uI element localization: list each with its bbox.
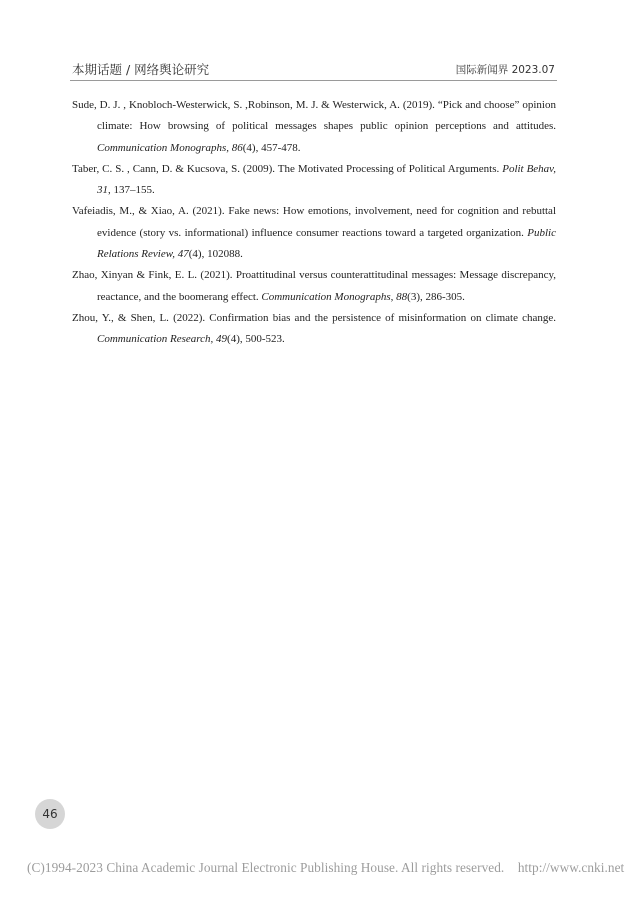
copyright-notice: (C)1994-2023 China Academic Journal Electronic Publishing House. All rights reserved. bbox=[27, 860, 505, 875]
reference-entry: Zhou, Y., & Shen, L. (2022). Confirmation bias and the persistence of misinformation on climate change. Communication Research, 49(4), 500-523. bbox=[72, 311, 556, 346]
reference-journal: Public Relations Review, 47 bbox=[97, 226, 556, 261]
running-header-journal: 国际新闻界 2023.07 bbox=[455, 64, 555, 76]
reference-list bbox=[72, 95, 556, 351]
page-number: 46 bbox=[35, 799, 65, 829]
footer-url: http://www.cnki.net bbox=[517, 860, 625, 875]
reference-entry: Taber, C. S. , Cann, D. & Kucsova, S. (2009). The Motivated Processing of Political Arguments. Polit Behav, 31, 137–155. bbox=[72, 162, 556, 197]
running-header-title: 本期话题 / 网络舆论研究 bbox=[72, 62, 210, 77]
header-divider bbox=[70, 80, 557, 81]
reference-journal: Polit Behav, 31 bbox=[97, 162, 556, 197]
reference-journal: Communication Monographs, 88 bbox=[261, 290, 408, 303]
reference-entry: Vafeiadis, M., & Xiao, A. (2021). Fake news: How emotions, involvement, need for cognition and rebuttal evidence (story vs. informational) influence consumer reactions toward a targeted organization. Public Relations Review, 47(4), 102088. bbox=[72, 205, 556, 261]
reference-entry: Sude, D. J. , Knobloch-Westerwick, S. ,Robinson, M. J. & Westerwick, A. (2019). “Pick and choose” opinion climate: How browsing of political messages shapes public opinion perceptions and attitudes. Communication Monographs, 86(4), 457-478. bbox=[72, 99, 556, 154]
reference-journal: Communication Research, 49 bbox=[97, 333, 228, 346]
copyright-footer bbox=[27, 860, 635, 876]
reference-entry: Zhao, Xinyan & Fink, E. L. (2021). Proattitudinal versus counterattitudinal messages: Message discrepancy, reactance, and the boomerang effect. Communication Monographs, 88(3), 286-305. bbox=[72, 269, 556, 303]
reference-journal: Communication Monographs, 86 bbox=[97, 141, 243, 154]
